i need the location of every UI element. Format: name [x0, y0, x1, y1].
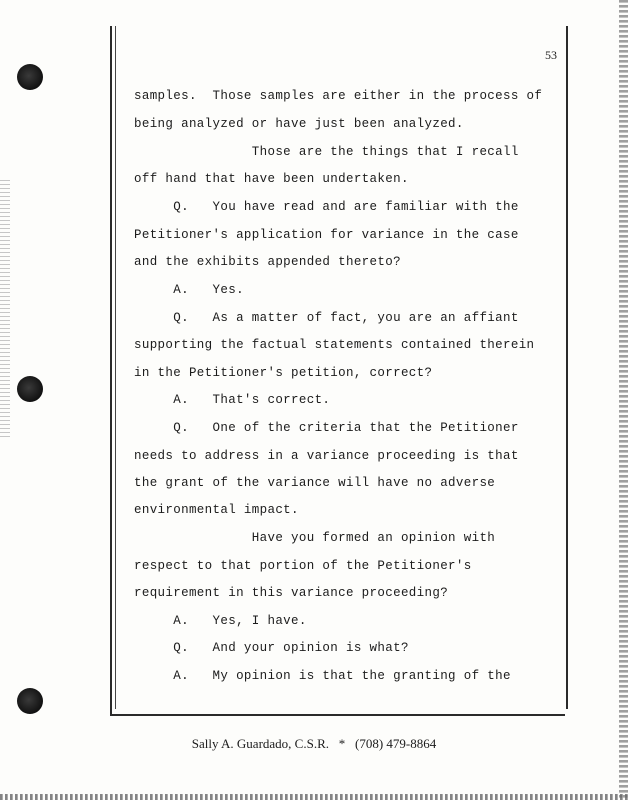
transcript-line: Those are the things that I recall: [134, 145, 519, 159]
transcript-line: being analyzed or have just been analyzed.: [134, 117, 464, 131]
transcript-line: and the exhibits appended thereto?: [134, 255, 401, 269]
binder-hole-middle: [17, 376, 43, 402]
binder-hole-bottom: [17, 688, 43, 714]
binder-hole-top: [17, 64, 43, 90]
transcript-line: A. That's correct.: [134, 393, 331, 407]
transcript-line: the grant of the variance will have no adverse: [134, 476, 496, 490]
scan-edge-right: [619, 0, 628, 800]
transcript-line: Q. One of the criteria that the Petitioner: [134, 421, 519, 435]
transcript-line: Q. As a matter of fact, you are an affiant: [134, 311, 519, 325]
transcript-line: needs to address in a variance proceeding is that: [134, 449, 519, 463]
transcript-line: Q. You have read and are familiar with the: [134, 200, 519, 214]
transcript-line: A. My opinion is that the granting of the: [134, 669, 511, 683]
transcript-line: off hand that have been undertaken.: [134, 172, 409, 186]
transcript-line: supporting the factual statements contained therein: [134, 338, 535, 352]
transcript-line: respect to that portion of the Petitioner's: [134, 559, 472, 573]
transcript-line: A. Yes, I have.: [134, 614, 307, 628]
transcript-line: environmental impact.: [134, 503, 299, 517]
transcript-line: Petitioner's application for variance in the case: [134, 228, 519, 242]
transcript-line: A. Yes.: [134, 283, 244, 297]
transcript-line: in the Petitioner's petition, correct?: [134, 366, 433, 380]
scan-edge-bottom: [0, 794, 628, 800]
transcript-line: Have you formed an opinion with: [134, 531, 496, 545]
transcript-line: Q. And your opinion is what?: [134, 641, 409, 655]
transcript-line: requirement in this variance proceeding?: [134, 586, 449, 600]
page-number: 53: [545, 48, 557, 62]
transcript-line: samples. Those samples are either in the process of: [134, 89, 543, 103]
scan-edge-left: [0, 180, 10, 440]
reporter-footer: Sally A. Guardado, C.S.R. * (708) 479-8864: [191, 736, 437, 751]
